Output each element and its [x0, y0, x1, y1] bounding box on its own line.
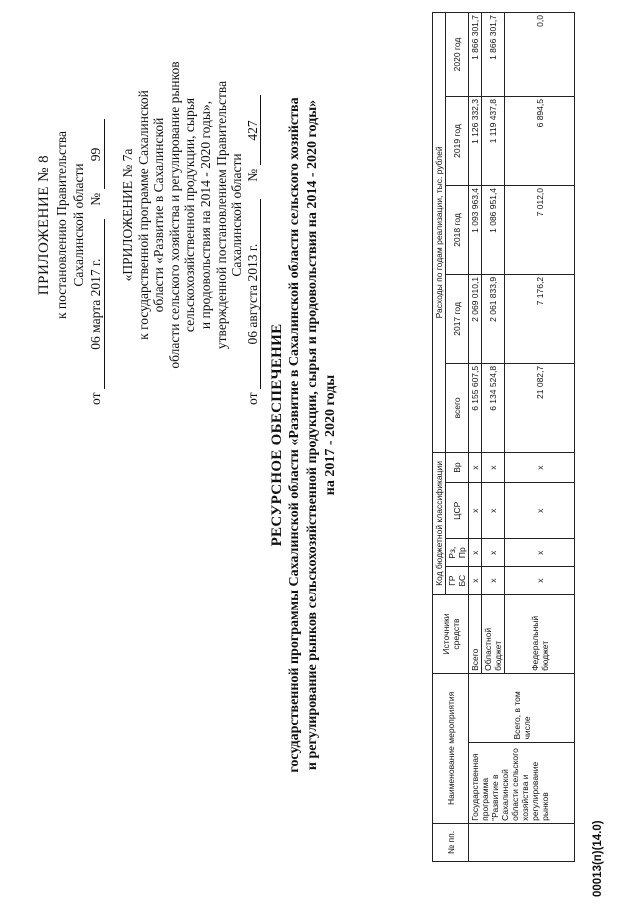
appendix-7a-date-line — [245, 25, 262, 405]
appendix-8-from-label: от — [88, 392, 103, 405]
appendix-8-block — [36, 45, 105, 405]
cell-2018: 1 086 951,4 — [482, 185, 505, 274]
cell-source: Областной бюджет — [482, 595, 505, 674]
cell-rzpr: х — [505, 539, 575, 567]
appendix-8-date: 06 марта 2017 г. — [87, 219, 105, 389]
heading-line: государственной программы Сахалинской области «Развитие в Сахалинской области сельского хозяйства — [287, 97, 302, 773]
appendix-7a-block — [120, 25, 261, 405]
cell-vr: х — [505, 452, 575, 483]
appendix-8-number: 99 — [87, 120, 105, 190]
appendix-7a-line: и продовольствия на 2014 - 2020 годы», — [197, 100, 213, 330]
appendix-7a-line: области «Развитие в Сахалинской — [151, 117, 167, 313]
cell-2020: 1 866 301,7 — [482, 13, 505, 97]
col-header-budget-code: Код бюджетной классификации — [433, 452, 446, 594]
col-header-2017: 2017 год — [446, 274, 469, 363]
col-header-2020: 2020 год — [446, 13, 469, 97]
cell-2020: 1 866 301,7 — [469, 13, 482, 97]
cell-2020: 0,0 — [505, 13, 575, 97]
cell-total: 6 155 607,5 — [469, 363, 482, 452]
cell-2017: 2 061 833,9 — [482, 274, 505, 363]
appendix-8-line-2: Сахалинской области — [71, 163, 86, 287]
appendix-7a-title: «ПРИЛОЖЕНИЕ № 7а — [120, 148, 135, 282]
cell-source: Федеральный бюджет — [505, 595, 575, 674]
appendix-7a-line: Сахалинской области — [229, 153, 245, 277]
col-header-vr: Вр — [446, 452, 469, 483]
appendix-7a-line: области сельского хозяйства и регулирование рынков — [166, 61, 182, 369]
resource-table — [432, 12, 575, 862]
heading-title: РЕСУРСНОЕ ОБЕСПЕЧЕНИЕ — [269, 323, 285, 547]
appendix-7a-line: сельскохозяйственной продукции, сырья — [182, 97, 198, 333]
cell-2017: 7 176,2 — [505, 274, 575, 363]
cell-grbs: х — [482, 567, 505, 595]
col-header-grbs: ГР БС — [446, 567, 469, 595]
cell-2019: 1 119 437,8 — [482, 97, 505, 186]
col-header-expenses: Расходы по годам реализации, тыс. рублей — [433, 13, 446, 453]
heading-line: и регулирование рынков сельскохозяйственной продукции, сырья и продовольствия на 2014 - 2020 годы» — [305, 99, 320, 771]
appendix-8-no-label: № — [88, 192, 103, 206]
cell-2019: 1 126 332,3 — [469, 97, 482, 186]
document-code: 00013(п)(14.0) — [592, 820, 604, 897]
appendix-7a-from-label: от — [244, 392, 260, 405]
cell-2019: 6 894,5 — [505, 97, 575, 186]
cell-program-name: Государственная программа "Развитие в Сахалинской области сельского хозяйства и регулирование рынков — [469, 742, 575, 823]
cell-rzpr: х — [482, 539, 505, 567]
appendix-8-title: ПРИЛОЖЕНИЕ № 8 — [36, 154, 52, 296]
cell-2018: 1 093 963,4 — [469, 185, 482, 274]
col-header-source: Источники средств — [433, 595, 469, 674]
table-header-row — [433, 13, 446, 862]
col-header-csr: ЦСР — [446, 483, 469, 539]
document-heading — [268, 5, 340, 865]
cell-vr: х — [482, 452, 505, 483]
col-header-2019: 2019 год — [446, 97, 469, 186]
heading-line: на 2017 - 2020 годы — [323, 374, 338, 496]
cell-rzpr: х — [469, 539, 482, 567]
cell-csr: х — [469, 483, 482, 539]
cell-csr: х — [505, 483, 575, 539]
cell-csr: х — [482, 483, 505, 539]
cell-total: 6 134 524,8 — [482, 363, 505, 452]
appendix-8-line-1: к постановлению Правительства — [54, 130, 69, 320]
cell-no — [469, 823, 575, 861]
appendix-8-date-line — [87, 45, 105, 405]
col-header-rzpr: Рз, Пр — [446, 539, 469, 567]
appendix-7a-line: к государственной программе Сахалинской — [135, 90, 151, 340]
table-row — [469, 13, 482, 862]
cell-2018: 7 012,0 — [505, 185, 575, 274]
col-header-name: Наименование мероприятия — [433, 673, 469, 823]
appendix-7a-date: 06 августа 2013 г. — [245, 199, 262, 389]
cell-vr: х — [469, 452, 482, 483]
col-header-2018: 2018 год — [446, 185, 469, 274]
cell-2017: 2 069 010,1 — [469, 274, 482, 363]
appendix-7a-no-label: № — [244, 168, 260, 182]
appendix-7a-line: утвержденной постановлением Правительства — [213, 80, 229, 350]
cell-total: 21 082,7 — [505, 363, 575, 452]
cell-source: Всего — [469, 595, 482, 674]
col-header-no: № пп. — [433, 823, 469, 861]
cell-grbs: х — [469, 567, 482, 595]
cell-grbs: х — [505, 567, 575, 595]
cell-scope: Всего, в том числе — [469, 673, 575, 742]
appendix-7a-number: 427 — [245, 96, 262, 166]
col-header-total: всего — [446, 363, 469, 452]
